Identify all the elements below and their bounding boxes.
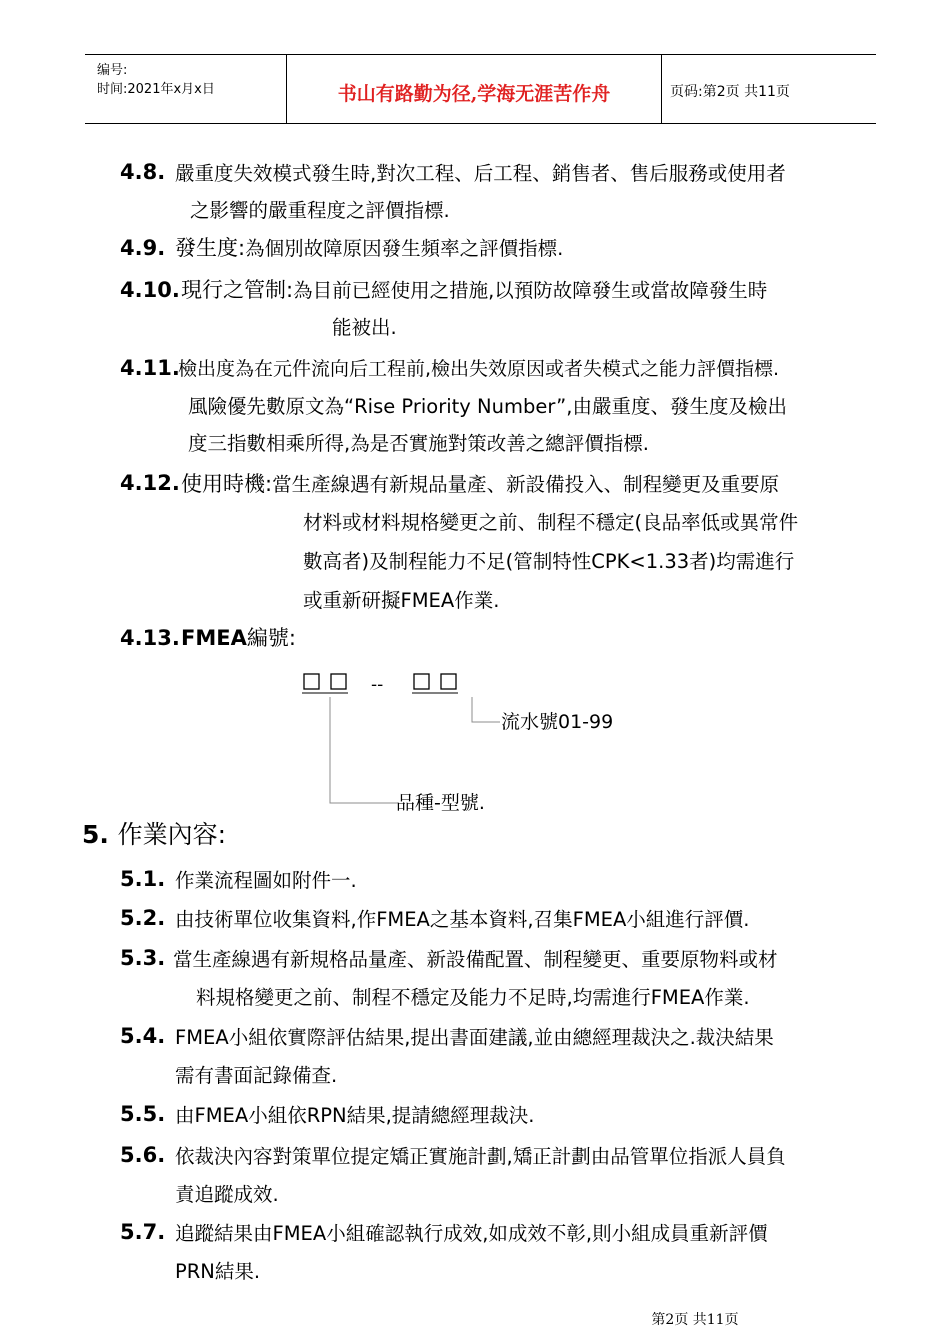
document-time-label: 时间:2021年x月x日 [97,82,215,97]
item-number: 5.5. [120,1102,166,1126]
document-number-label: 编号: [97,63,128,78]
item-text-line: 材料或材料規格變更之前、制程不穩定(良品率低或異常件 [303,511,799,534]
item-text-line: 度三指數相乘所得,為是否實施對策改善之總評價指標. [188,432,649,455]
item-text: 當生產線遇有新規品量產、新設備投入、制程變更及重要原 [272,473,780,496]
item-number: 4.10. [120,278,180,302]
item-text-line: PRN結果. [175,1260,261,1283]
section-title: 作業內容: [117,820,227,849]
item-text-line: 依裁決內容對策單位提定矯正實施計劃,矯正計劃由品管單位指派人員負 [175,1145,786,1168]
model-connector-line [330,697,398,803]
item-text: 為目前已經使用之措施,以預防故障發生或當故障發生時 [293,279,768,302]
item-text-line: 數高者)及制程能力不足(管制特性CPK<1.33者)均需進行 [303,550,795,573]
item-number: 4.12. [120,471,180,495]
serial-connector-line [472,697,500,722]
item-text-line: 當生產線遇有新規格品量產、新設備配置、制程變更、重要原物料或材 [173,948,778,971]
item-text-line: 嚴重度失效模式發生時,對次工程、后工程、銷售者、售后服務或使用者 [175,162,786,185]
item-text-line: 責追蹤成效. [175,1183,279,1206]
item-term: 現行之管制: [181,278,294,302]
item-text-line: 料規格變更之前、制程不穩定及能力不足時,均需進行FMEA作業. [196,986,750,1009]
header-motto: 书山有路勤为径,学海无涯苦作舟 [337,83,611,105]
section-heading [82,822,226,847]
item-text-line: 作業流程圖如附件一. [175,869,357,892]
item-text-line: 風險優先數原文為“Rise Priority Number”,由嚴重度、發生度及檢出 [188,395,787,418]
page-footer: 第2页 共11页 [651,1312,739,1328]
item-number: 5.6. [120,1143,166,1167]
item-number: 5.1. [120,867,166,891]
item-number: 4.11. [120,356,180,380]
item-text-line: 檢出度為在元件流向后工程前,檢出失效原因或者失模式之能力評價指標. [178,358,780,380]
model-label: 品種-型號. [396,792,485,814]
serial-number-label: 流水號01-99 [501,711,614,733]
item-term: 編號: [246,626,296,650]
code-dash: -- [371,675,384,695]
item-term: 使用時機: [181,472,273,496]
section-number: 5. [82,820,109,849]
item-text-line: 或重新研擬FMEA作業. [303,589,500,612]
item-number: 5.7. [120,1220,166,1244]
item-term-bold: FMEA [181,626,247,650]
item-number: 5.3. [120,946,166,970]
item-text-line: 能被出. [332,316,397,339]
item-text: 為個別故障原因發生頻率之評價指標. [245,237,564,260]
code-box [304,674,319,689]
item-number: 4.8. [120,160,166,184]
item-text-line: FMEA小組依實際評估結果,提出書面建議,並由總經理裁決之.裁決結果 [175,1026,774,1049]
item-number: 4.13. [120,626,180,650]
item-number: 5.2. [120,906,166,930]
code-box [414,674,429,689]
item-text-line: 需有書面記錄備查. [175,1064,338,1087]
item-text-line: 由技術單位收集資料,作FMEA之基本資料,召集FMEA小組進行評價. [175,908,750,931]
header-page-info: 页码:第2页 共11页 [670,84,790,100]
item-text-line: 之影響的嚴重程度之評價指標. [190,199,450,222]
code-box [331,674,346,689]
item-number: 4.9. [120,236,166,260]
item-text-line: 由FMEA小組依RPN結果,提請總經理裁決. [175,1104,535,1127]
item-term: 發生度: [175,236,246,260]
item-text-line: 追蹤結果由FMEA小組確認執行成效,如成效不彰,則小組成員重新評價 [175,1222,768,1245]
item-number: 5.4. [120,1024,166,1048]
code-box [441,674,456,689]
